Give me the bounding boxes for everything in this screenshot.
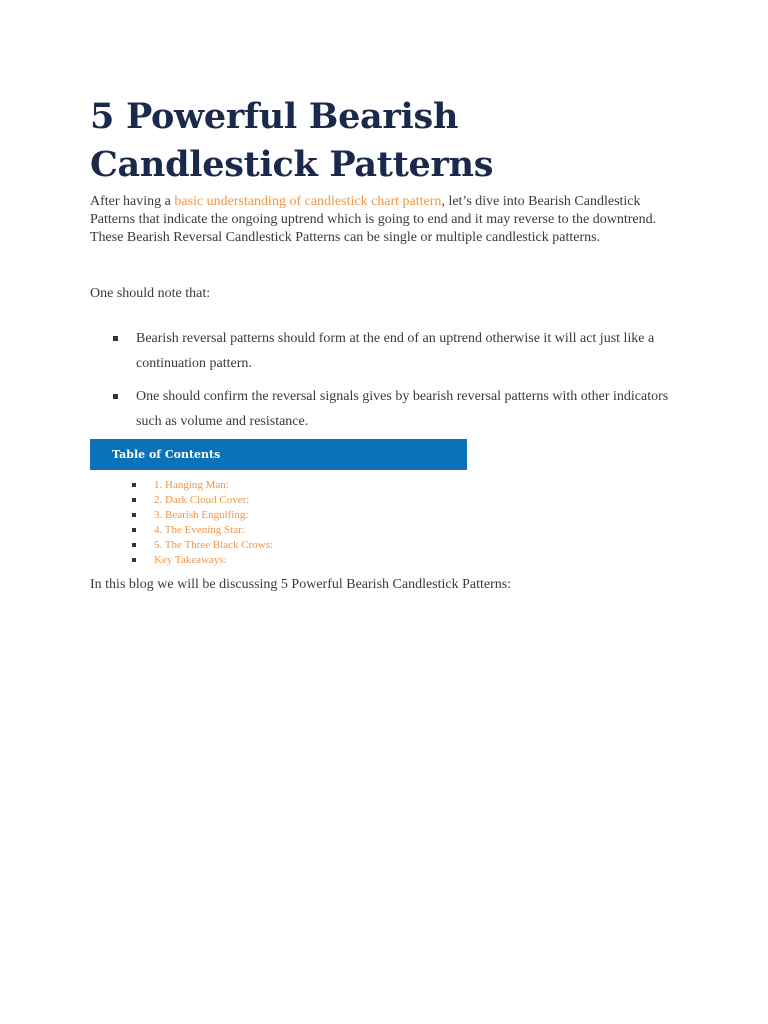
toc-link-key-takeaways[interactable]: Key Takeaways: (154, 554, 227, 566)
toc-link-bearish-engulfing[interactable]: 3. Bearish Engulfing: (154, 509, 249, 521)
intro-second-line: These Bearish Reversal Candlestick Patterns can be single or multiple candlestick patterns. (90, 230, 601, 245)
toc-link-hanging-man[interactable]: 1. Hanging Man: (154, 479, 229, 491)
square-bullet-icon (132, 483, 136, 487)
square-bullet-icon (132, 498, 136, 502)
square-bullet-icon (132, 558, 136, 562)
candlestick-basics-link[interactable]: basic understanding of candlestick chart pattern (174, 194, 442, 209)
toc-title: Table of Contents (112, 448, 221, 461)
toc-header[interactable] (90, 439, 467, 470)
toc-list (131, 478, 273, 568)
toc-item (131, 508, 273, 523)
toc-item (131, 553, 273, 568)
square-bullet-icon (113, 394, 118, 399)
toc-item (131, 493, 273, 508)
square-bullet-icon (132, 513, 136, 517)
toc-link-evening-star[interactable]: 4. The Evening Star: (154, 524, 245, 536)
toc-link-dark-cloud-cover[interactable]: 2. Dark Cloud Cover: (154, 494, 250, 506)
intro-paragraph (90, 193, 680, 247)
intro-text-before-link: After having a (90, 194, 175, 209)
list-item (112, 326, 672, 376)
square-bullet-icon (132, 543, 136, 547)
toc-item (131, 523, 273, 538)
intro-text-after-link: , let’s dive into Bearish Candlestick Patterns that indicate the ongoing uptrend which is going to end and it may reverse to the downtrend. (90, 194, 657, 227)
bullet-text: Bearish reversal patterns should form at the end of an uptrend otherwise it will act just like a continuation pattern. (136, 331, 655, 371)
toc-link-three-black-crows[interactable]: 5. The Three Black Crows: (154, 539, 274, 551)
note-intro: One should note that: (90, 286, 211, 301)
square-bullet-icon (132, 528, 136, 532)
toc-item (131, 478, 273, 493)
page-title: 5 Powerful Bearish Candlestick Patterns (90, 96, 494, 185)
note-bullet-list (112, 326, 672, 442)
bullet-text: One should confirm the reversal signals gives by bearish reversal patterns with other indicators such as volume and resistance. (136, 389, 669, 429)
square-bullet-icon (113, 336, 118, 341)
list-item (112, 384, 672, 434)
closing-paragraph: In this blog we will be discussing 5 Powerful Bearish Candlestick Patterns: (90, 577, 512, 592)
toc-item (131, 538, 273, 553)
